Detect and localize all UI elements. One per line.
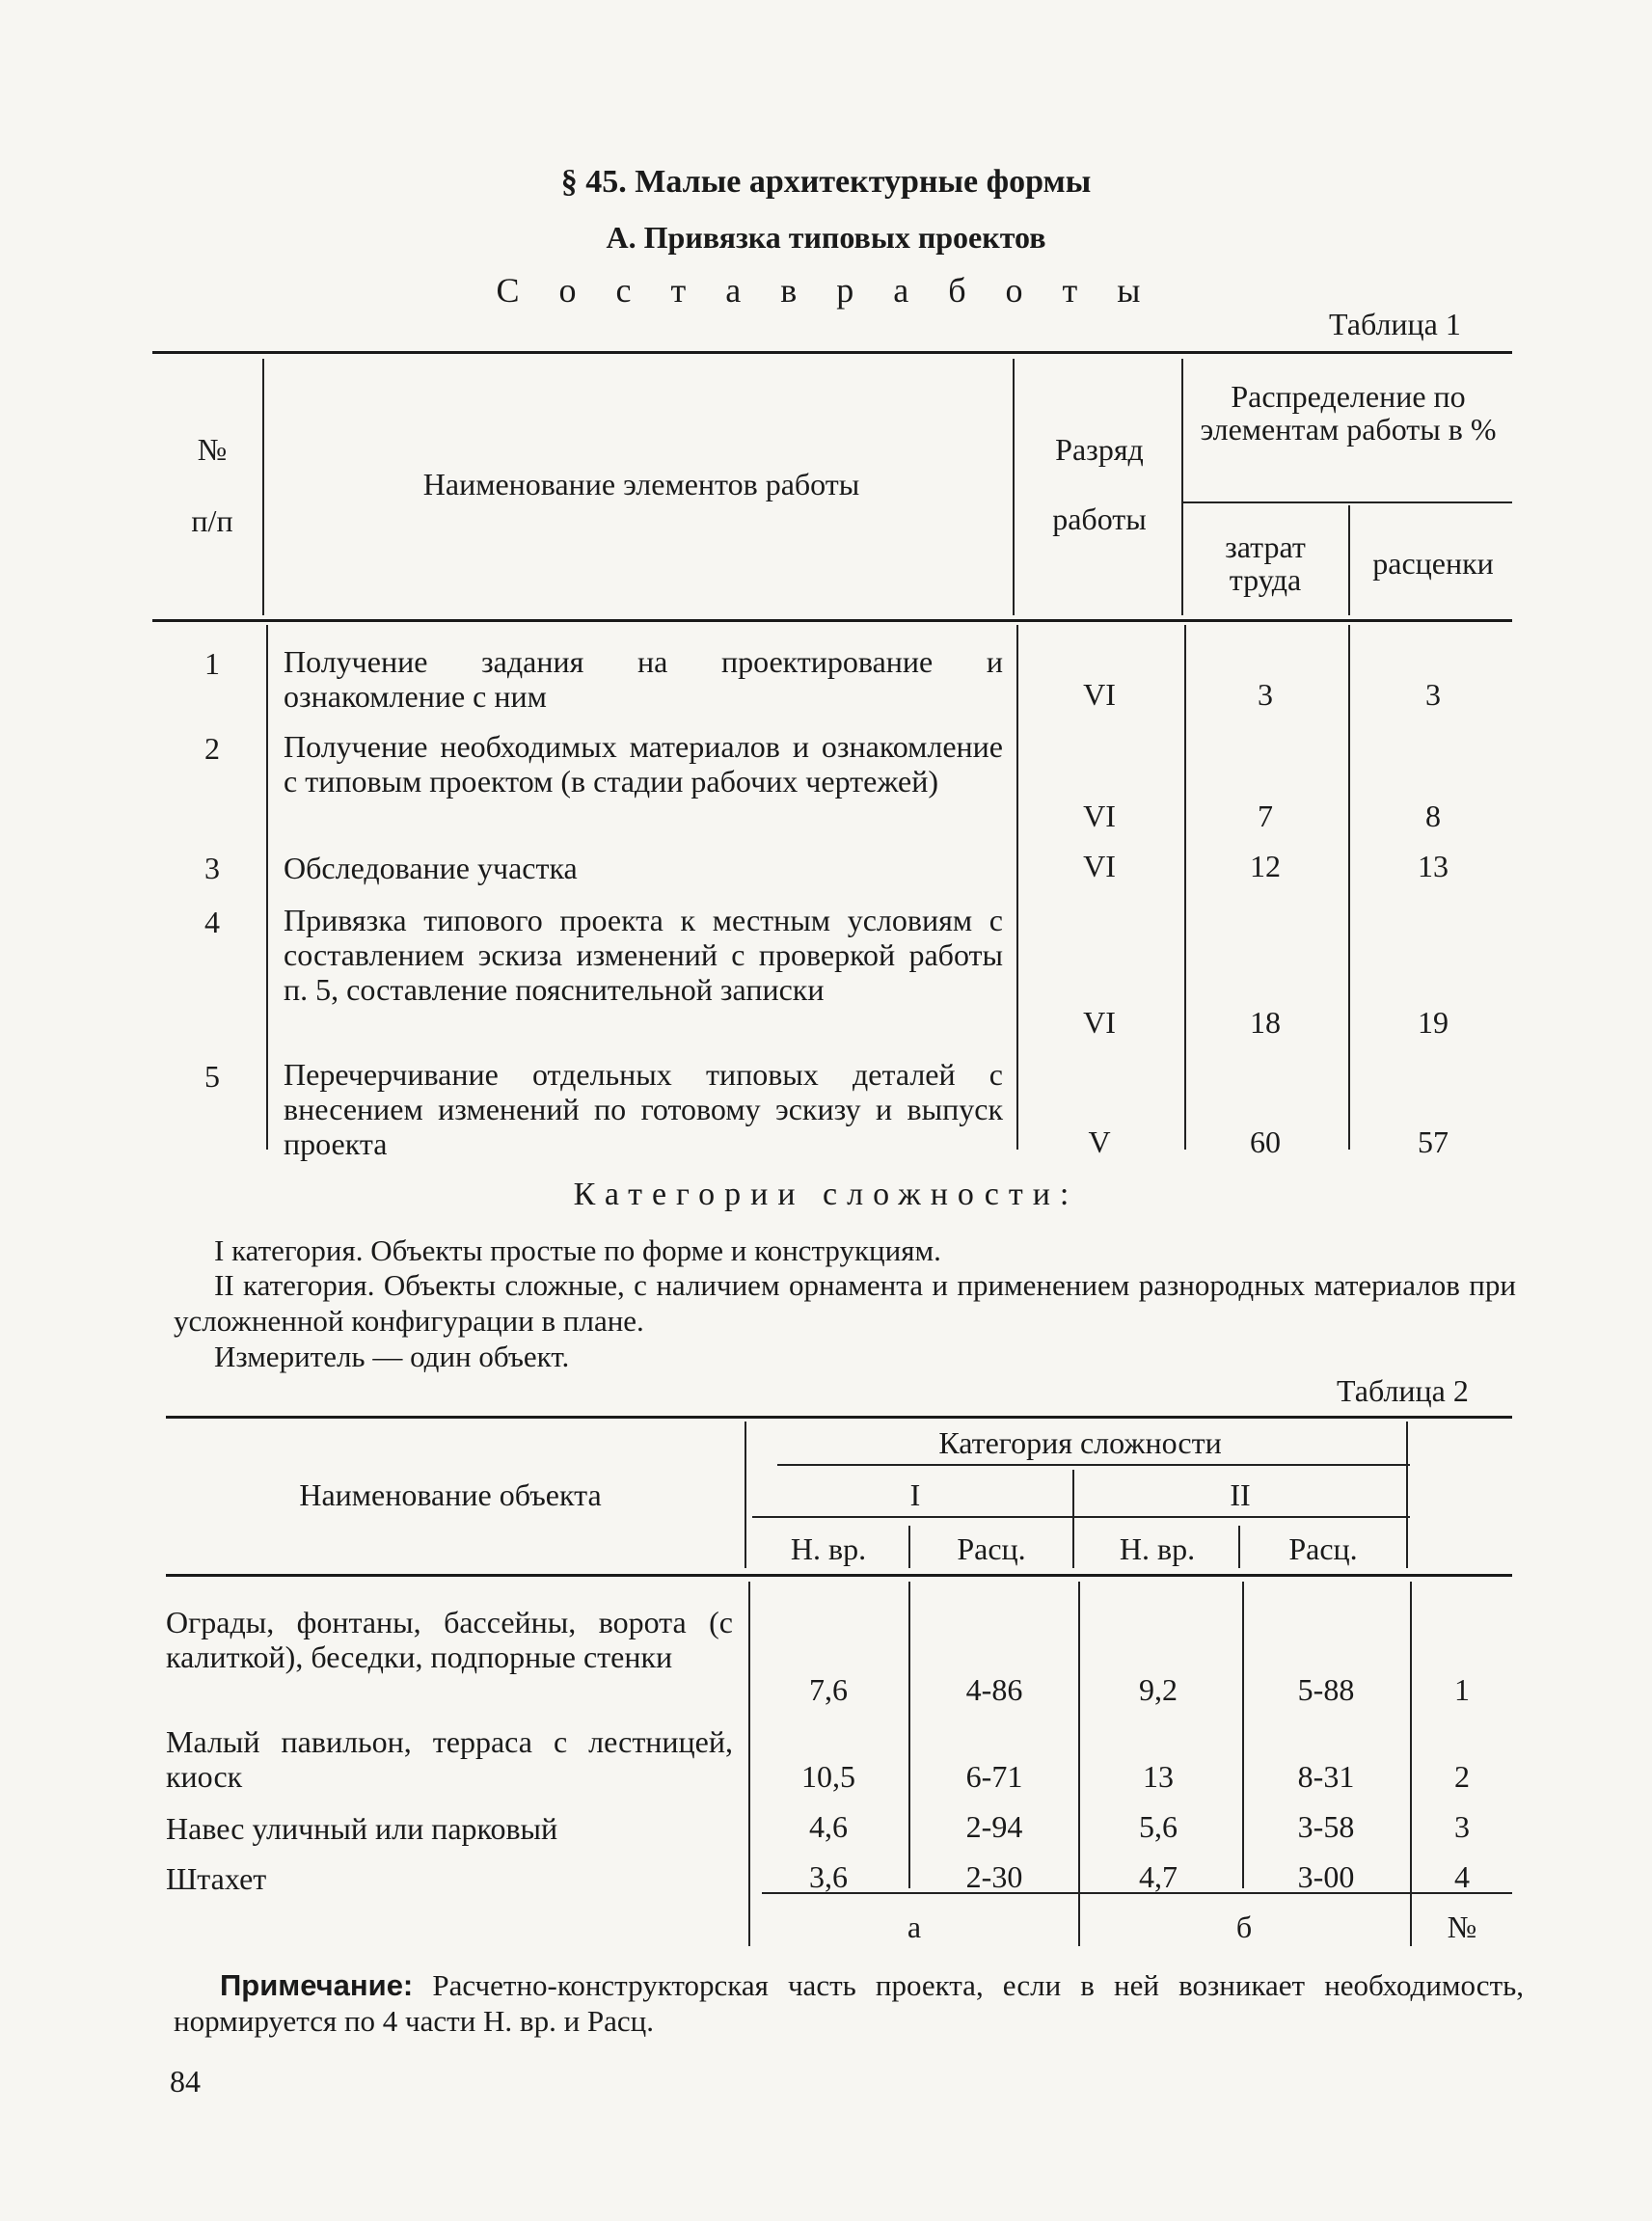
t2-row4-t2: 4,7 xyxy=(1139,1859,1178,1894)
t2-row4-r2: 3-00 xyxy=(1297,1859,1355,1894)
t1-vline-5 xyxy=(266,625,268,1150)
t2-vline-2 xyxy=(1406,1422,1408,1568)
page-number: 84 xyxy=(170,2064,201,2099)
t2-header-name: Наименование объекта xyxy=(299,1477,602,1512)
t1-row5-labor: 60 xyxy=(1250,1124,1281,1159)
t1-row5-grade: V xyxy=(1088,1124,1111,1159)
t1-row2-num: 2 xyxy=(204,731,220,766)
t2-sub-rule-2 xyxy=(752,1516,1410,1518)
t2-header-complexity: Категория сложности xyxy=(938,1425,1222,1460)
t2-footer-b: б xyxy=(1235,1910,1253,1944)
t1-vline-4 xyxy=(1348,505,1350,615)
t1-vline-2 xyxy=(1013,359,1015,615)
t2-header-cat2: II xyxy=(1230,1477,1251,1512)
t2-header-rate2: Расц. xyxy=(1288,1531,1358,1566)
t2-sub-rule-1 xyxy=(777,1464,1410,1466)
t2-row2-n: 2 xyxy=(1454,1759,1470,1794)
t2-row3-n: 3 xyxy=(1454,1809,1470,1844)
t1-row2-grade: VI xyxy=(1083,799,1116,833)
t1-row4-grade: VI xyxy=(1083,1005,1116,1040)
t1-header-grade-2: работы xyxy=(1052,501,1147,536)
t2-row3-r1: 2-94 xyxy=(965,1809,1023,1844)
t2-header-time2: Н. вр. xyxy=(1119,1531,1196,1566)
t2-row4-r1: 2-30 xyxy=(965,1859,1023,1894)
t1-vline-1 xyxy=(262,359,264,615)
t2-row3-name: Навес уличный или парковый xyxy=(166,1811,558,1846)
t2-row3-r2: 3-58 xyxy=(1297,1809,1355,1844)
t1-vline-3 xyxy=(1181,359,1183,615)
category-2: II категория. Объекты сложные, с наличием орнамента и применением разнородных материалов при усложненной конфигурации в плане. xyxy=(174,1268,1516,1338)
t1-row4-num: 4 xyxy=(204,905,220,939)
t2-footer-num: № xyxy=(1447,1910,1477,1944)
t2-row1-t2: 9,2 xyxy=(1139,1672,1178,1707)
t2-row4-name: Штахет xyxy=(166,1861,267,1896)
t2-vline-7 xyxy=(908,1582,910,1888)
t1-row2-labor: 7 xyxy=(1258,799,1273,833)
table2-label: Таблица 2 xyxy=(1337,1373,1469,1408)
t1-header-distribution: Распределение по элементам работы в % xyxy=(1200,379,1497,447)
t2-row3-t2: 5,6 xyxy=(1139,1809,1178,1844)
subsection-title: А. Привязка типовых проектов xyxy=(606,220,1046,255)
t1-vline-7 xyxy=(1184,625,1186,1150)
t1-header-num: № xyxy=(197,432,228,467)
t1-row3-rate: 13 xyxy=(1418,849,1449,883)
t2-header-rate1: Расц. xyxy=(957,1531,1026,1566)
table1-top-rule xyxy=(152,351,1512,354)
t2-row2-name: Малый павильон, терраса с лестницей, киоск xyxy=(166,1724,733,1794)
t2-vline-1 xyxy=(745,1422,746,1568)
work-heading: С о с т а в р а б о т ы xyxy=(496,271,1156,310)
t2-row2-r2: 8-31 xyxy=(1297,1759,1355,1794)
t1-row2-rate: 8 xyxy=(1425,799,1441,833)
t2-vline-4 xyxy=(908,1526,910,1568)
t1-row5-desc: Перечерчивание отдельных типовых деталей с внесением изменений по готовому эскизу и выпуск проекта xyxy=(284,1057,1003,1161)
section-title: § 45. Малые архитектурные формы xyxy=(560,164,1092,200)
categories-heading: Категории сложности: xyxy=(573,1177,1079,1212)
t2-row1-name: Ограды, фонтаны, бассейны, ворота (с калиткой), беседки, подпорные стенки xyxy=(166,1605,733,1674)
t1-row3-num: 3 xyxy=(204,851,220,885)
t1-row2-desc: Получение необходимых материалов и ознакомление с типовым проектом (в стадии рабочих чертежей) xyxy=(284,729,1003,799)
t1-header-labor: затрат труда xyxy=(1225,529,1306,597)
note-label: Примечание: xyxy=(220,1968,414,2002)
t2-vline-3 xyxy=(1072,1470,1074,1568)
t2-vline-9 xyxy=(1242,1582,1244,1888)
t2-row2-r1: 6-71 xyxy=(965,1759,1023,1794)
t1-row1-rate: 3 xyxy=(1425,677,1441,712)
t1-row3-labor: 12 xyxy=(1250,849,1281,883)
t1-header-name: Наименование элементов работы xyxy=(422,467,860,501)
t2-vline-10 xyxy=(1410,1582,1412,1946)
t2-row4-t1: 3,6 xyxy=(809,1859,848,1894)
t2-row1-r2: 5-88 xyxy=(1297,1672,1355,1707)
t1-vline-8 xyxy=(1348,625,1350,1150)
note xyxy=(174,1967,1524,2039)
t2-row1-r1: 4-86 xyxy=(965,1672,1023,1707)
t2-row2-t1: 10,5 xyxy=(801,1759,855,1794)
t1-vline-6 xyxy=(1016,625,1018,1150)
t1-row5-num: 5 xyxy=(204,1059,220,1094)
t2-header-cat1: I xyxy=(909,1477,921,1512)
table1-label: Таблица 1 xyxy=(1329,307,1461,341)
t1-row3-desc: Обследование участка xyxy=(284,851,578,885)
t1-row4-desc: Привязка типового проекта к местным условиям с составлением эскиза изменений с проверкой работы п. 5, составление пояснительной записки xyxy=(284,903,1003,1007)
t1-row5-rate: 57 xyxy=(1418,1124,1449,1159)
t1-row3-grade: VI xyxy=(1083,849,1116,883)
t1-row1-num: 1 xyxy=(204,646,220,681)
t2-row2-t2: 13 xyxy=(1143,1759,1174,1794)
table1-header-rule xyxy=(152,619,1512,622)
table1-sub-rule xyxy=(1181,501,1512,503)
t1-header-grade: Разряд xyxy=(1055,432,1144,467)
category-1: I категория. Объекты простые по форме и конструкциям. xyxy=(214,1233,941,1267)
t2-vline-6 xyxy=(748,1582,750,1946)
t2-footer-a: а xyxy=(907,1910,922,1944)
t1-row1-desc: Получение задания на проектирование и ознакомление с ним xyxy=(284,644,1003,714)
t1-header-num-2: п/п xyxy=(191,503,233,538)
t2-row3-t1: 4,6 xyxy=(809,1809,848,1844)
note-text: Расчетно-конструкторская часть проекта, если в ней возникает необходимость, нормируется по 4 части Н. вр. и Расц. xyxy=(174,1968,1525,2038)
t2-row1-n: 1 xyxy=(1454,1672,1470,1707)
t1-header-rates: расценки xyxy=(1372,546,1494,581)
t2-row4-n: 4 xyxy=(1454,1859,1470,1894)
t2-row1-t1: 7,6 xyxy=(809,1672,848,1707)
t1-row1-grade: VI xyxy=(1083,677,1116,712)
t1-row4-labor: 18 xyxy=(1250,1005,1281,1040)
t2-vline-5 xyxy=(1238,1526,1240,1568)
t1-row1-labor: 3 xyxy=(1258,677,1273,712)
t2-top-rule xyxy=(166,1416,1512,1419)
t1-row4-rate: 19 xyxy=(1418,1005,1449,1040)
measure-unit: Измеритель — один объект. xyxy=(214,1340,570,1373)
t2-header-rule xyxy=(166,1574,1512,1577)
t2-header-time1: Н. вр. xyxy=(790,1531,867,1566)
